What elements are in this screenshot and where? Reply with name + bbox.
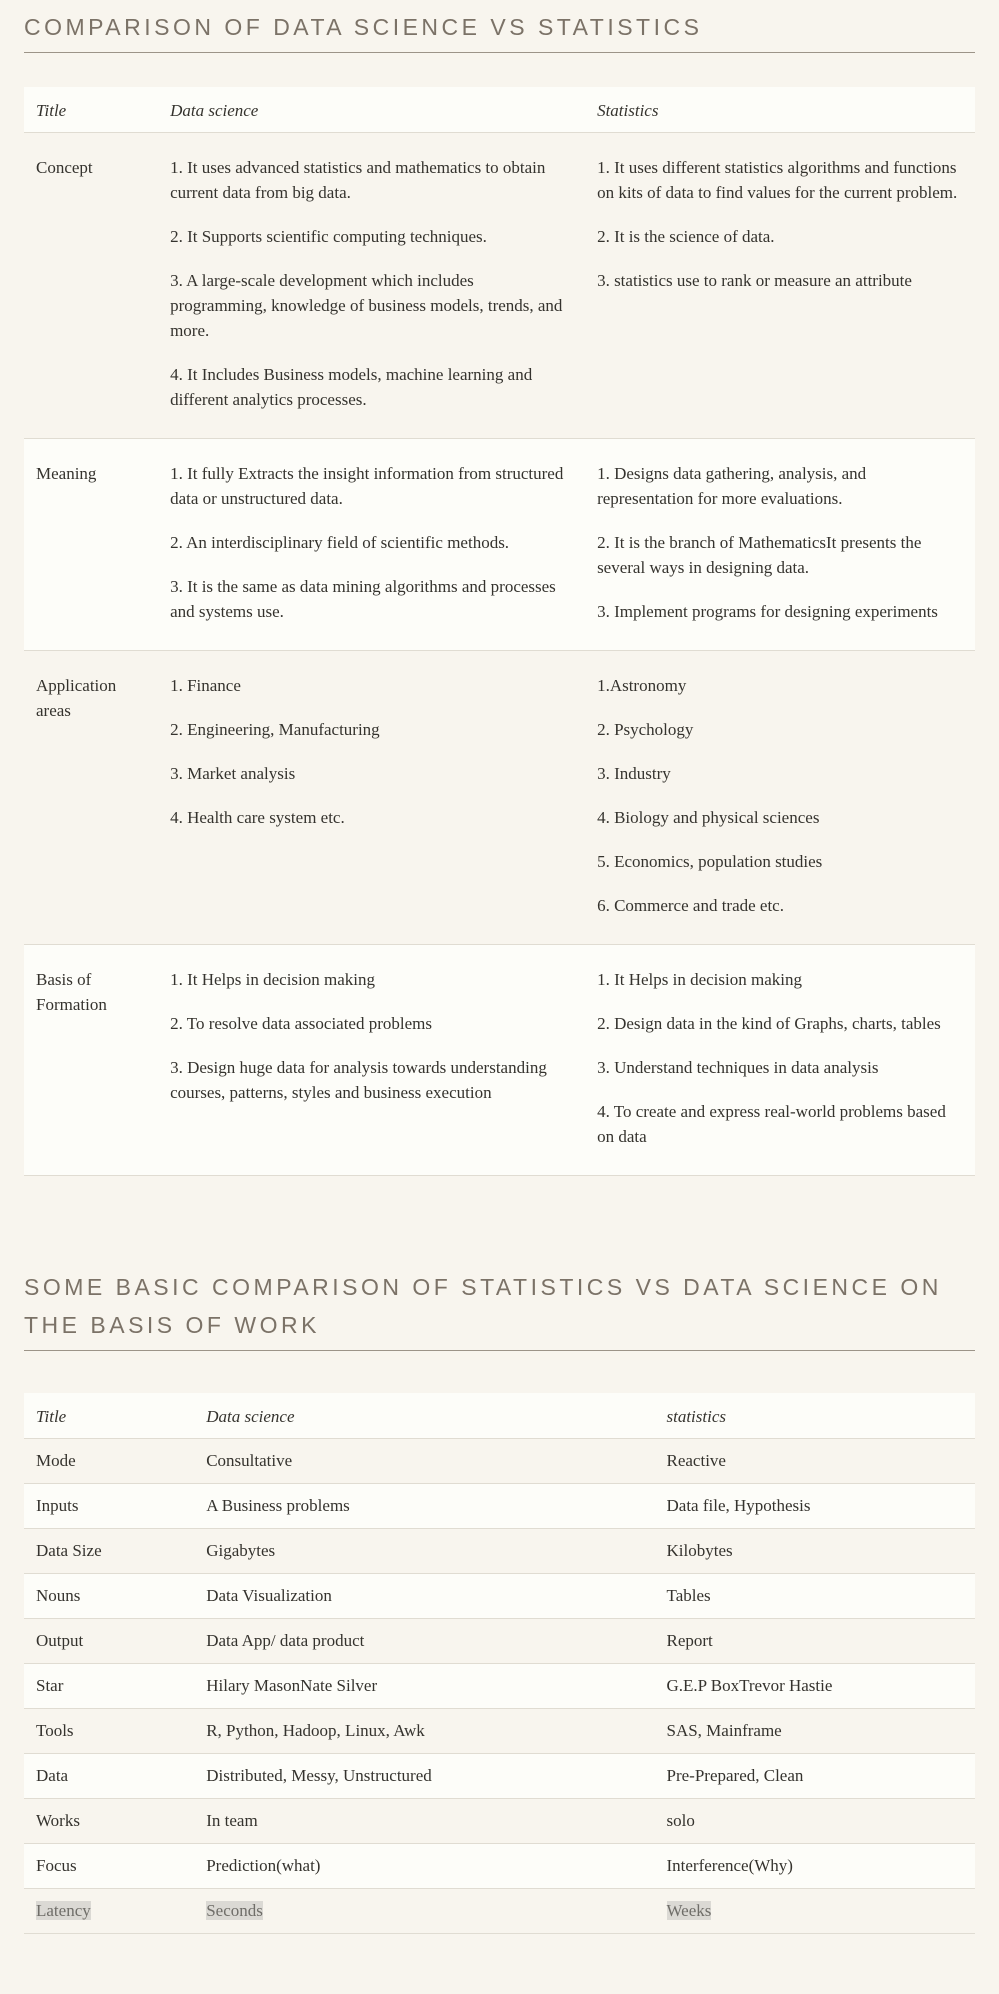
list-item: 1. It fully Extracts the insight information from structured data or unstructured data.: [170, 464, 564, 508]
statistics-cell: solo: [655, 1799, 976, 1844]
highlighted-text: Weeks: [666, 1901, 712, 1920]
list-item: 3. Design huge data for analysis towards understanding courses, patterns, styles and business execution: [170, 1058, 547, 1102]
statistics-cell: Kilobytes: [655, 1529, 976, 1574]
data-science-cell: Gigabytes: [194, 1529, 654, 1574]
list-item: 1. It uses different statistics algorithms and functions on kits of data to find values for the current problem.: [597, 158, 958, 202]
row-title: Basis of Formation: [24, 945, 158, 1176]
row-title: Meaning: [24, 439, 158, 651]
list-item: 3. Industry: [597, 764, 671, 783]
statistics-cell: Tables: [655, 1574, 976, 1619]
statistics-cell: Data file, Hypothesis: [655, 1484, 976, 1529]
list-item: 1. It Helps in decision making: [597, 970, 802, 989]
table-row-works: [24, 1799, 975, 1844]
statistics-cell: [585, 945, 975, 1176]
row-title: Tools: [24, 1709, 194, 1754]
statistics-cell: Pre-Prepared, Clean: [655, 1754, 976, 1799]
section-heading: COMPARISON OF DATA SCIENCE VS STATISTICS: [24, 14, 703, 40]
row-title: Star: [24, 1664, 194, 1709]
statistics-cell: [585, 439, 975, 651]
data-science-cell: [158, 133, 585, 439]
list-item: 3. Market analysis: [170, 764, 296, 783]
heading-divider: [24, 1350, 975, 1351]
list-item: 4. Biology and physical sciences: [597, 808, 820, 827]
row-title: Application areas: [24, 651, 158, 945]
statistics-cell: Report: [655, 1619, 976, 1664]
data-science-cell: Distributed, Messy, Unstructured: [194, 1754, 654, 1799]
data-science-cell: [158, 651, 585, 945]
row-title: Data Size: [24, 1529, 194, 1574]
section-heading: SOME BASIC COMPARISON OF STATISTICS VS DATA SCIENCE ON THE BASIS OF WORK: [24, 1274, 942, 1338]
list-item: 2. Engineering, Manufacturing: [170, 720, 380, 739]
column-header-data-science: Data science: [194, 1393, 654, 1439]
row-title: Concept: [24, 133, 158, 439]
row-title: Inputs: [24, 1484, 194, 1529]
table-row-nouns: [24, 1574, 975, 1619]
list-item: 2. It is the branch of MathematicsIt presents the several ways in designing data.: [597, 533, 922, 577]
table-header-row: [24, 87, 975, 133]
table-header-row: [24, 1393, 975, 1439]
data-science-cell: [158, 945, 585, 1176]
table-row-mode: [24, 1439, 975, 1484]
column-header-title: Title: [24, 1393, 194, 1439]
statistics-cell: [585, 651, 975, 945]
data-science-cell: Consultative: [194, 1439, 654, 1484]
data-science-cell: In team: [194, 1799, 654, 1844]
table-row-basis-of-formation: [24, 945, 975, 1176]
list-item: 1. Finance: [170, 676, 241, 695]
list-item: 2. It is the science of data.: [597, 227, 775, 246]
data-science-cell: [194, 1889, 654, 1934]
statistics-cell: SAS, Mainframe: [655, 1709, 976, 1754]
table-row-data: [24, 1754, 975, 1799]
highlighted-text: Seconds: [206, 1901, 263, 1920]
statistics-cell: Reactive: [655, 1439, 976, 1484]
list-item: 2. Psychology: [597, 720, 694, 739]
list-item: 2. An interdisciplinary field of scientific methods.: [170, 533, 510, 552]
column-header-data-science: Data science: [158, 87, 585, 133]
list-item: 2. Design data in the kind of Graphs, charts, tables: [597, 1014, 941, 1033]
table-row-application-areas: [24, 651, 975, 945]
list-item: 5. Economics, population studies: [597, 852, 823, 871]
data-science-cell: [158, 439, 585, 651]
table-row-data-size: [24, 1529, 975, 1574]
data-science-cell: R, Python, Hadoop, Linux, Awk: [194, 1709, 654, 1754]
table-row-output: [24, 1619, 975, 1664]
table-row-inputs: [24, 1484, 975, 1529]
list-item: 2. It Supports scientific computing techniques.: [170, 227, 487, 246]
list-item: 4. It Includes Business models, machine learning and different analytics processes.: [170, 365, 533, 409]
data-science-cell: Data App/ data product: [194, 1619, 654, 1664]
table-row-meaning: [24, 439, 975, 651]
list-item: 1. Designs data gathering, analysis, and representation for more evaluations.: [597, 464, 867, 508]
list-item: 3. statistics use to rank or measure an attribute: [597, 271, 912, 290]
list-item: 4. Health care system etc.: [170, 808, 345, 827]
statistics-cell: Interference(Why): [655, 1844, 976, 1889]
list-item: 3. It is the same as data mining algorithms and processes and systems use.: [170, 577, 556, 621]
heading-divider: [24, 52, 975, 53]
list-item: 3. A large-scale development which includes programming, knowledge of business models, trends, and more.: [170, 271, 563, 340]
statistics-cell: [655, 1889, 976, 1934]
list-item: 3. Understand techniques in data analysis: [597, 1058, 879, 1077]
statistics-cell: [585, 133, 975, 439]
table-row-focus: [24, 1844, 975, 1889]
column-header-statistics: Statistics: [585, 87, 975, 133]
basis-of-work-table: [24, 1393, 975, 1934]
list-item: 1. It Helps in decision making: [170, 970, 375, 989]
data-science-cell: A Business problems: [194, 1484, 654, 1529]
list-item: 1.Astronomy: [597, 676, 687, 695]
table-row-concept: [24, 133, 975, 439]
data-science-cell: Hilary MasonNate Silver: [194, 1664, 654, 1709]
list-item: 2. To resolve data associated problems: [170, 1014, 433, 1033]
column-header-statistics: statistics: [655, 1393, 976, 1439]
list-item: 1. It uses advanced statistics and mathematics to obtain current data from big data.: [170, 158, 546, 202]
table-row-tools: [24, 1709, 975, 1754]
list-item: 6. Commerce and trade etc.: [597, 896, 784, 915]
table-row-star: [24, 1664, 975, 1709]
section-comparison: [24, 8, 975, 1176]
comparison-table: [24, 87, 975, 1176]
list-item: 4. To create and express real-world problems based on data: [597, 1102, 946, 1146]
statistics-cell: G.E.P BoxTrevor Hastie: [655, 1664, 976, 1709]
highlighted-text: Latency: [36, 1901, 91, 1920]
row-title: Focus: [24, 1844, 194, 1889]
row-title: Output: [24, 1619, 194, 1664]
row-title: Data: [24, 1754, 194, 1799]
table-row-latency: [24, 1889, 975, 1934]
row-title: Mode: [24, 1439, 194, 1484]
row-title: Nouns: [24, 1574, 194, 1619]
column-header-title: Title: [24, 87, 158, 133]
section-basic-comparison: [24, 1268, 975, 1934]
row-title: [24, 1889, 194, 1934]
data-science-cell: Prediction(what): [194, 1844, 654, 1889]
list-item: 3. Implement programs for designing experiments: [597, 602, 938, 621]
data-science-cell: Data Visualization: [194, 1574, 654, 1619]
row-title: Works: [24, 1799, 194, 1844]
